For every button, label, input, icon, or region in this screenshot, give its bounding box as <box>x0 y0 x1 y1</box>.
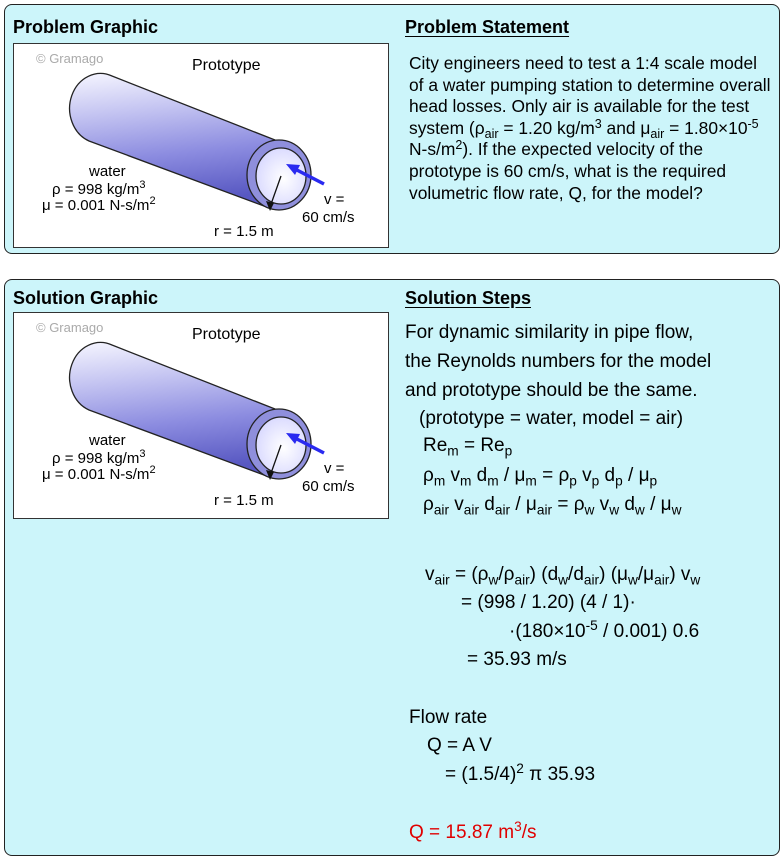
radius-label: r = 1.5 m <box>214 223 274 240</box>
velocity-value: 60 cm/s <box>302 478 355 495</box>
eq-re-substituted: $\rho_{air}$ $v_{air}$ $d_{air} / \mu_{air} = \rho_w$ $v_w$ $d_w / \mu_w$ <box>423 494 682 518</box>
solution-graphic-title: Solution Graphic <box>13 288 159 308</box>
pipe-illustration-solution <box>14 313 390 518</box>
copyright-text: © Gramago <box>36 51 104 66</box>
velocity-label: v = <box>324 191 345 208</box>
problem-panel <box>4 4 780 254</box>
solution-steps-title: Solution Steps <box>405 288 531 308</box>
problem-graphic-title: Problem Graphic <box>13 17 159 37</box>
prototype-label: Prototype <box>192 326 261 343</box>
intro-line-3: and prototype should be the same. <box>405 380 698 401</box>
velocity-label: v = <box>324 460 345 477</box>
velocity-value: 60 cm/s <box>302 209 355 226</box>
solution-panel <box>4 279 780 856</box>
density-label: ρ = 998 $kg/m^3$ <box>52 179 146 198</box>
eq-flow: Q = A V <box>427 735 492 756</box>
problem-statement-text: City engineers need to test a 1:4 scale model of a water pumping station to determine overall head losses. Only air is available for the test system ($\rho_{air} = 1.20$ $kg/m^3$ and $\mu_{air} = 1.80\times 10^{-5}$ $N-s/m^2$). If the expected velocity of the prototype is 60 cm/s, what is the required volumetric flow rate, Q, for the model? <box>409 53 771 203</box>
eq-re-expanded: $\rho_m$ $v_m$ $d_m / \mu_m = \rho_p$ $v_p$ $d_p / \mu_p$ <box>423 465 658 489</box>
density-label: ρ = 998 $kg/m^3$ <box>52 448 146 467</box>
pipe-illustration <box>14 44 390 249</box>
intro-line-1: For dynamic similarity in pipe flow, <box>405 322 694 343</box>
eq-velocity-numbers-1: = (998 / 1.20) (4 / 1)· <box>461 592 636 613</box>
eq-re-equal: $Re_m = Re_p$ <box>423 435 513 459</box>
radius-label: r = 1.5 m <box>214 492 274 509</box>
solution-graphic-box <box>13 312 389 519</box>
eq-velocity-numbers-2: $\cdot(180\times 10^{-5} / 0.001)$ 0.6 <box>509 618 700 642</box>
eq-flow-numbers: = $(1.5/4)^2$ π 35.93 <box>445 761 596 785</box>
problem-statement-title: Problem Statement <box>405 17 570 37</box>
eq-velocity: $v_{air} = (\rho_w/\rho_{air})$ $(d_w/d_{air})$ $(\mu_w/\mu_{air})$ $v_w$ <box>425 564 701 588</box>
viscosity-label: μ = 0.001 $N-s/m^2$ <box>42 464 156 483</box>
intro-line-2: the Reynolds numbers for the model <box>405 351 712 372</box>
prototype-label: Prototype <box>192 57 261 74</box>
flow-rate-heading: Flow rate <box>409 707 488 728</box>
note-line: (prototype = water, model = air) <box>419 408 684 429</box>
final-answer: Q = 15.87 $m^3/s$ <box>409 819 537 843</box>
water-label: water <box>89 432 126 449</box>
eq-velocity-result: = 35.93 m/s <box>467 649 567 670</box>
viscosity-label: μ = 0.001 $N-s/m^2$ <box>42 195 156 214</box>
water-label: water <box>89 163 126 180</box>
problem-graphic-box <box>13 43 389 248</box>
problem-statement <box>409 53 773 204</box>
copyright-text: © Gramago <box>36 320 104 335</box>
